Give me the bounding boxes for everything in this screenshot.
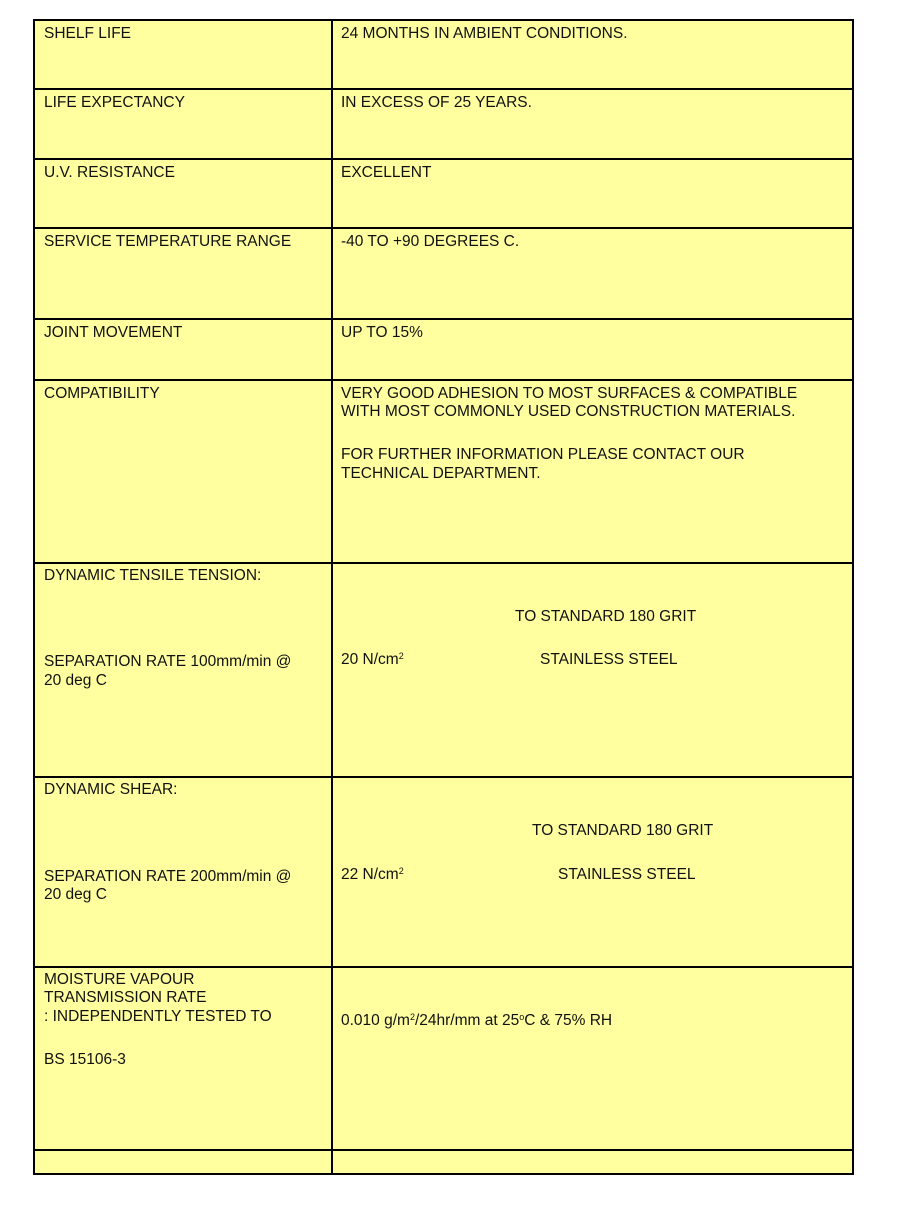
- row-divider: [35, 1149, 852, 1151]
- row-divider: [35, 227, 852, 229]
- shear-rate-line: 20 deg C: [44, 886, 107, 903]
- property-value-joint-movement: UP TO 15%: [341, 324, 423, 341]
- mvtr-standard: BS 15106-3: [44, 1051, 126, 1068]
- row-divider: [35, 966, 852, 968]
- tensile-rate-line: 20 deg C: [44, 672, 107, 689]
- tensile-standard-line: STAINLESS STEEL: [540, 651, 678, 668]
- shear-value: 22 $N/cm^2$: [341, 866, 404, 883]
- column-divider: [331, 21, 333, 1173]
- mvtr-value: 0.010 $g/m^2/24hr/mm$ at 25$^o$C & 75% RH: [341, 1012, 613, 1029]
- compatibility-text-line: WITH MOST COMMONLY USED CONSTRUCTION MATERIALS.: [341, 403, 796, 420]
- tensile-rate-line: SEPARATION RATE 100mm/min @: [44, 653, 292, 670]
- row-divider: [35, 379, 852, 381]
- property-label-life-expectancy: LIFE EXPECTANCY: [44, 94, 185, 111]
- tensile-value: 20 $N/cm^2$: [341, 651, 404, 668]
- shear-standard-line: TO STANDARD 180 GRIT: [532, 822, 714, 839]
- tensile-standard-line: TO STANDARD 180 GRIT: [515, 608, 697, 625]
- property-label-service-temperature: SERVICE TEMPERATURE RANGE: [44, 233, 292, 250]
- row-divider: [35, 88, 852, 90]
- property-label-uv-resistance: U.V. RESISTANCE: [44, 164, 175, 181]
- properties-table: [33, 19, 854, 1175]
- compatibility-text-line: FOR FURTHER INFORMATION PLEASE CONTACT OUR: [341, 446, 745, 463]
- compatibility-text-line: TECHNICAL DEPARTMENT.: [341, 465, 541, 482]
- row-divider: [35, 158, 852, 160]
- row-divider: [35, 318, 852, 320]
- mvtr-label-line: : INDEPENDENTLY TESTED TO: [44, 1008, 272, 1025]
- mvtr-label-line: TRANSMISSION RATE: [44, 989, 207, 1006]
- shear-heading: DYNAMIC SHEAR:: [44, 781, 178, 798]
- mvtr-label-line: MOISTURE VAPOUR: [44, 971, 195, 988]
- property-value-uv-resistance: EXCELLENT: [341, 164, 432, 181]
- shear-rate-line: SEPARATION RATE 200mm/min @: [44, 868, 292, 885]
- property-label-compatibility: COMPATIBILITY: [44, 385, 160, 402]
- property-value-service-temperature: -40 TO +90 DEGREES C.: [341, 233, 520, 250]
- row-divider: [35, 562, 852, 564]
- property-label-joint-movement: JOINT MOVEMENT: [44, 324, 183, 341]
- property-label-shelf-life: SHELF LIFE: [44, 25, 131, 42]
- row-divider: [35, 776, 852, 778]
- property-value-shelf-life: 24 MONTHS IN AMBIENT CONDITIONS.: [341, 25, 628, 42]
- compatibility-text-line: VERY GOOD ADHESION TO MOST SURFACES & COMPATIBLE: [341, 385, 798, 402]
- property-value-life-expectancy: IN EXCESS OF 25 YEARS.: [341, 94, 532, 111]
- tensile-heading: DYNAMIC TENSILE TENSION:: [44, 567, 262, 584]
- shear-standard-line: STAINLESS STEEL: [558, 866, 696, 883]
